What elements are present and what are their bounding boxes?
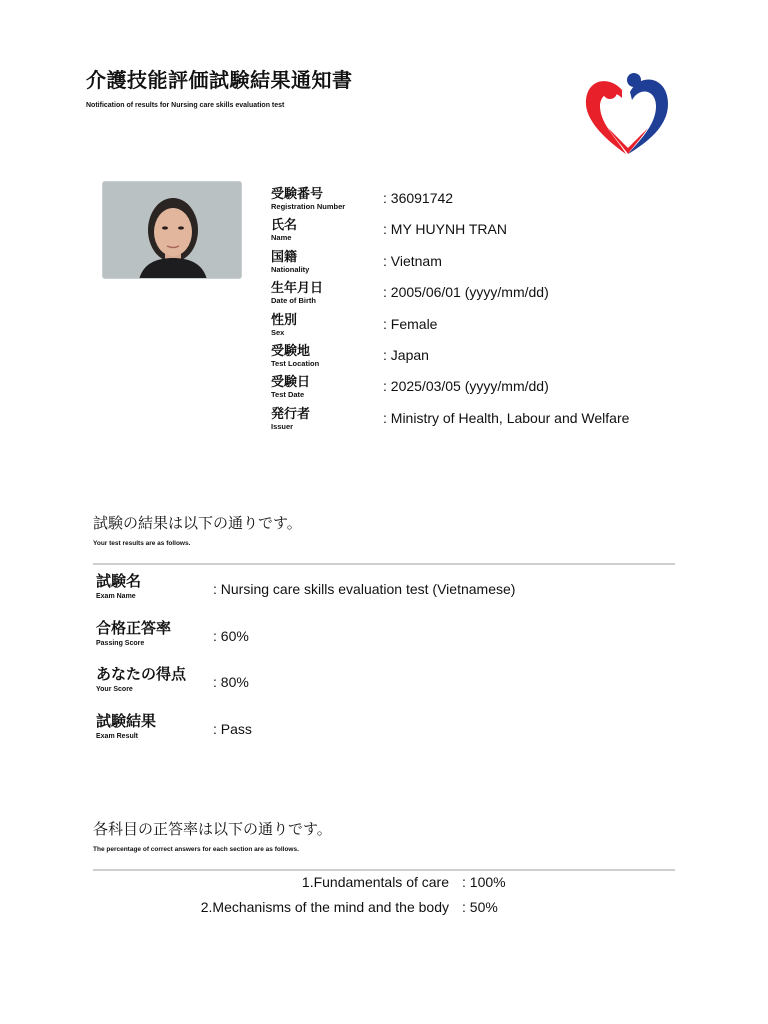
candidate-info bbox=[271, 183, 711, 434]
label-en: Date of Birth bbox=[271, 296, 316, 306]
label-en: Your Score bbox=[96, 686, 133, 693]
value: : 2005/06/01 (yyyy/mm/dd) bbox=[383, 284, 549, 301]
value: : 80% bbox=[213, 674, 249, 690]
label-en: Sex bbox=[271, 327, 285, 337]
value: : Female bbox=[383, 315, 438, 332]
label-ja: 試験結果 bbox=[96, 711, 157, 730]
result-row-passing-score bbox=[96, 617, 676, 664]
label-en: Exam Result bbox=[96, 732, 139, 740]
label-ja: 国籍 bbox=[271, 249, 298, 265]
value: : MY HUYNH TRAN bbox=[383, 221, 507, 238]
results-heading-en: Your test results are as follows. bbox=[93, 540, 191, 547]
label-en: Nationality bbox=[271, 264, 310, 274]
value: : 60% bbox=[213, 627, 249, 644]
value: : 36091742 bbox=[383, 190, 454, 206]
section-scores bbox=[93, 874, 675, 924]
label-en: Issuer bbox=[271, 421, 294, 431]
label-en: Exam Name bbox=[96, 593, 136, 600]
label-ja: 氏名 bbox=[271, 218, 298, 234]
subjects-heading-ja: 各科目の正答率は以下の通りです。 bbox=[93, 820, 332, 838]
label-ja: 発行者 bbox=[271, 406, 311, 422]
info-row-issuer bbox=[271, 403, 711, 434]
value: : Vietnam bbox=[383, 252, 442, 269]
result-row-exam-name bbox=[96, 570, 676, 617]
label-ja: あなたの得点 bbox=[96, 665, 187, 683]
label-ja: 生年月日 bbox=[271, 281, 324, 297]
label-en: Passing Score bbox=[96, 639, 145, 647]
section-score-row bbox=[93, 899, 675, 924]
document-title-ja: 介護技能評価試験結果通知書 bbox=[86, 68, 353, 92]
result-row-your-score bbox=[96, 663, 676, 710]
logo-figure-blue-head bbox=[627, 73, 641, 87]
subjects-heading-en: The percentage of correct answers for each section are as follows. bbox=[93, 846, 299, 853]
info-row-name bbox=[271, 214, 711, 245]
mhlw-logo bbox=[582, 62, 672, 158]
info-row-sex bbox=[271, 309, 711, 340]
label-en: Registration Number bbox=[271, 202, 346, 211]
label-ja: 性別 bbox=[271, 312, 298, 328]
value: : Pass bbox=[213, 720, 252, 737]
applicant-photo bbox=[102, 181, 242, 279]
label-ja: 受験番号 bbox=[271, 187, 324, 202]
section-score-row bbox=[93, 874, 675, 899]
info-row-date-of-birth bbox=[271, 277, 711, 308]
info-row-registration-number bbox=[271, 183, 711, 214]
label-en: Test Date bbox=[271, 390, 305, 400]
label-ja: 受験日 bbox=[271, 375, 311, 391]
value: : Ministry of Health, Labour and Welfare bbox=[383, 409, 630, 426]
label-en: Name bbox=[271, 233, 292, 243]
subjects-divider bbox=[93, 869, 675, 871]
info-row-test-date bbox=[271, 371, 711, 402]
value: : Nursing care skills evaluation test (Vietnamese) bbox=[213, 581, 516, 597]
value: : 2025/03/05 (yyyy/mm/dd) bbox=[383, 378, 549, 395]
logo-figure-red-head bbox=[603, 85, 617, 99]
section-percentage: : 50% bbox=[462, 899, 498, 915]
results-heading-ja: 試験の結果は以下の通りです。 bbox=[93, 514, 302, 532]
label-en: Test Location bbox=[271, 358, 320, 368]
section-name: 2.Mechanisms of the mind and the body bbox=[200, 899, 449, 915]
label-ja: 試験名 bbox=[96, 572, 142, 590]
info-row-nationality bbox=[271, 246, 711, 277]
document-title-en: Notification of results for Nursing care skills evaluation test bbox=[86, 102, 285, 109]
result-row-exam-result bbox=[96, 710, 676, 757]
label-ja: 合格正答率 bbox=[96, 618, 172, 637]
label-ja: 受験地 bbox=[271, 343, 311, 359]
value: : Japan bbox=[383, 346, 429, 363]
section-percentage: : 100% bbox=[462, 874, 506, 890]
results-divider bbox=[93, 563, 675, 565]
section-name: 1.Fundamentals of care bbox=[301, 874, 449, 890]
exam-results bbox=[96, 570, 676, 756]
info-row-test-location bbox=[271, 340, 711, 371]
